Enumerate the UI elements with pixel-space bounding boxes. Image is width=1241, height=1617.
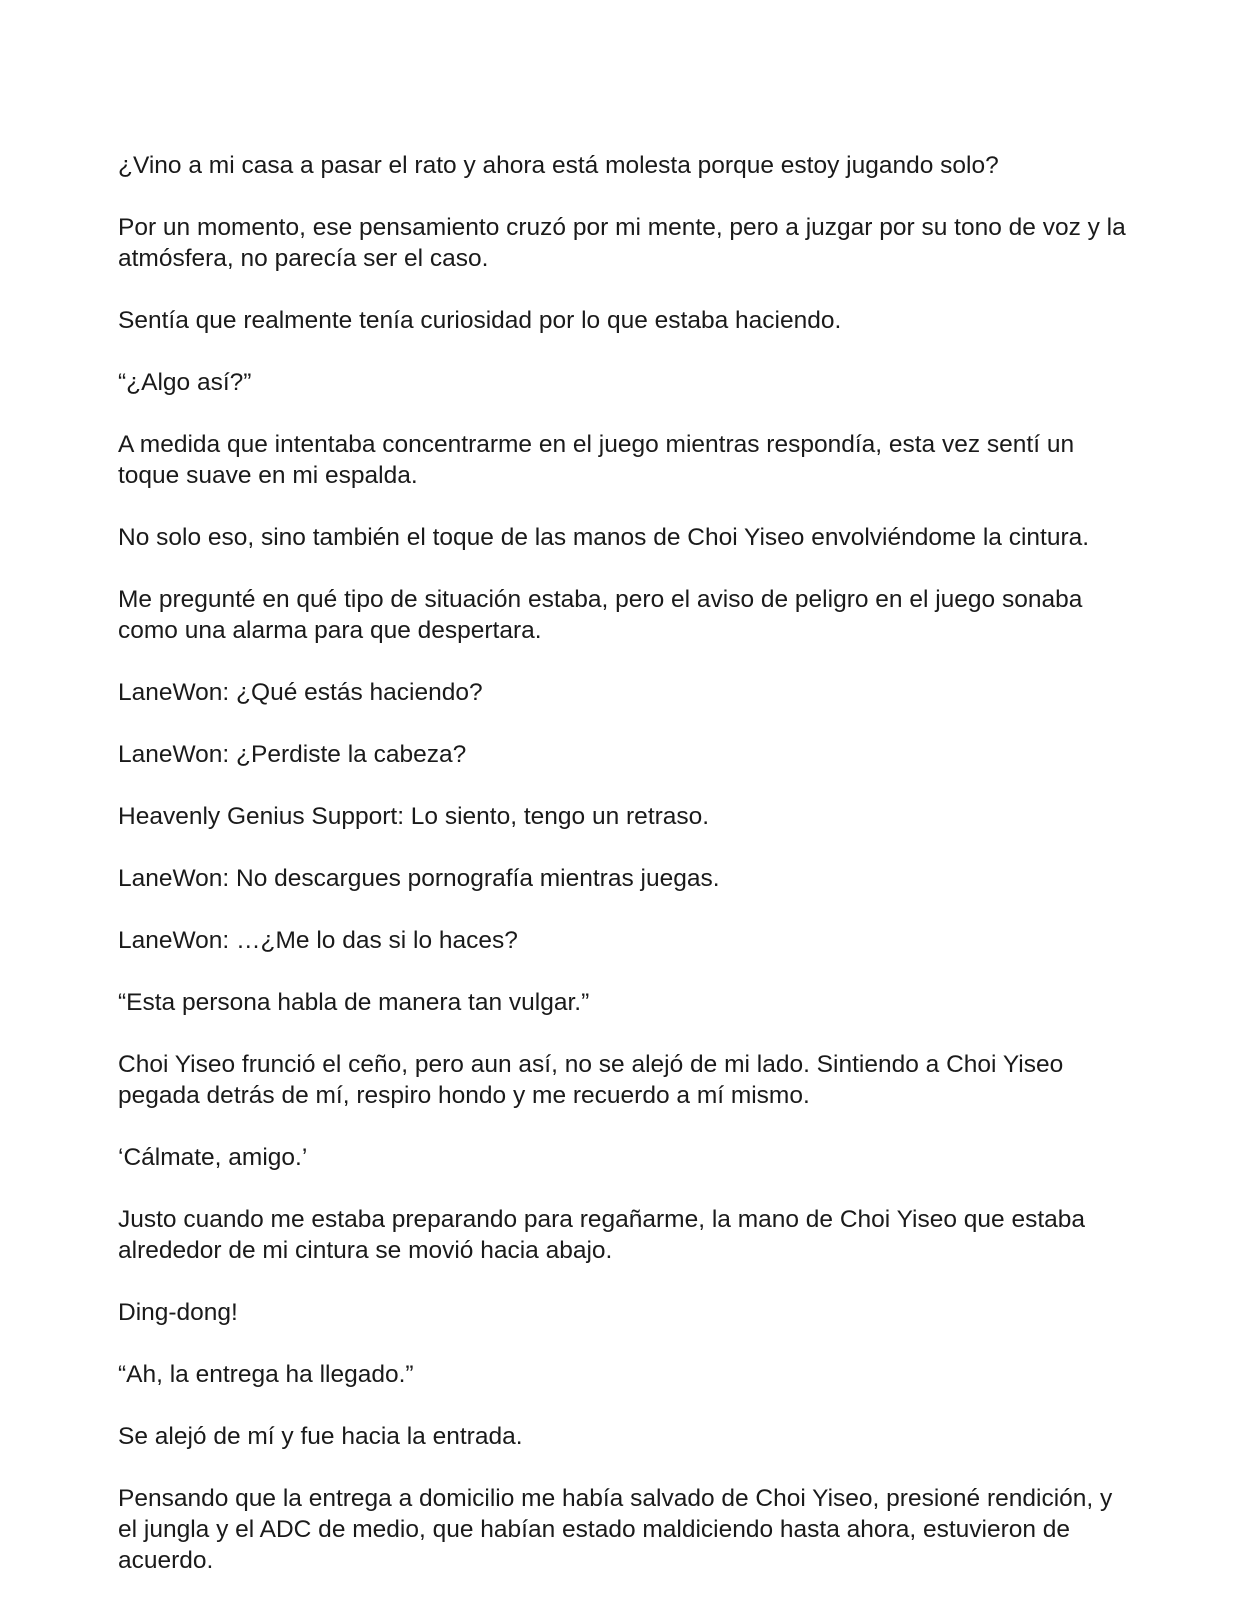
paragraph: A medida que intentaba concentrarme en el juego mientras respondía, esta vez sentí un toque suave en mi espalda. bbox=[118, 431, 1075, 489]
paragraph: Se alejó de mí y fue hacia la entrada. bbox=[118, 1423, 523, 1450]
paragraph: “¿Algo así?” bbox=[118, 369, 252, 396]
document-body bbox=[118, 150, 1128, 1607]
paragraph: ¿Vino a mi casa a pasar el rato y ahora está molesta porque estoy jugando solo? bbox=[118, 152, 999, 179]
paragraph: ‘Cálmate, amigo.’ bbox=[118, 1144, 308, 1171]
paragraph: Me pregunté en qué tipo de situación estaba, pero el aviso de peligro en el juego sonaba como una alarma para que despertara. bbox=[118, 586, 1083, 644]
paragraph: “Esta persona habla de manera tan vulgar.” bbox=[118, 989, 590, 1016]
paragraph: Choi Yiseo frunció el ceño, pero aun así, no se alejó de mi lado. Sintiendo a Choi Yiseo pegada detrás de mí, respiro hondo y me recuerdo a mí mismo. bbox=[118, 1051, 1064, 1109]
paragraph: LaneWon: ¿Qué estás haciendo? bbox=[118, 679, 483, 706]
paragraph: “Ah, la entrega ha llegado.” bbox=[118, 1361, 414, 1388]
paragraph: Ding-dong! bbox=[118, 1299, 238, 1326]
paragraph: LaneWon: No descargues pornografía mientras juegas. bbox=[118, 865, 720, 892]
paragraph: Justo cuando me estaba preparando para regañarme, la mano de Choi Yiseo que estaba alrededor de mi cintura se movió hacia abajo. bbox=[118, 1206, 1086, 1264]
paragraph: LaneWon: ¿Perdiste la cabeza? bbox=[118, 741, 467, 768]
paragraph: No solo eso, sino también el toque de las manos de Choi Yiseo envolviéndome la cintura. bbox=[118, 524, 1090, 551]
paragraph: Sentía que realmente tenía curiosidad por lo que estaba haciendo. bbox=[118, 307, 842, 334]
paragraph: Heavenly Genius Support: Lo siento, tengo un retraso. bbox=[118, 803, 710, 830]
paragraph: Pensando que la entrega a domicilio me había salvado de Choi Yiseo, presioné rendición, y el jungla y el ADC de medio, que habían estado maldiciendo hasta ahora, estuvieron de acuerdo. bbox=[118, 1485, 1113, 1574]
paragraph: Por un momento, ese pensamiento cruzó por mi mente, pero a juzgar por su tono de voz y la atmósfera, no parecía ser el caso. bbox=[118, 214, 1126, 272]
paragraph: LaneWon: …¿Me lo das si lo haces? bbox=[118, 927, 518, 954]
